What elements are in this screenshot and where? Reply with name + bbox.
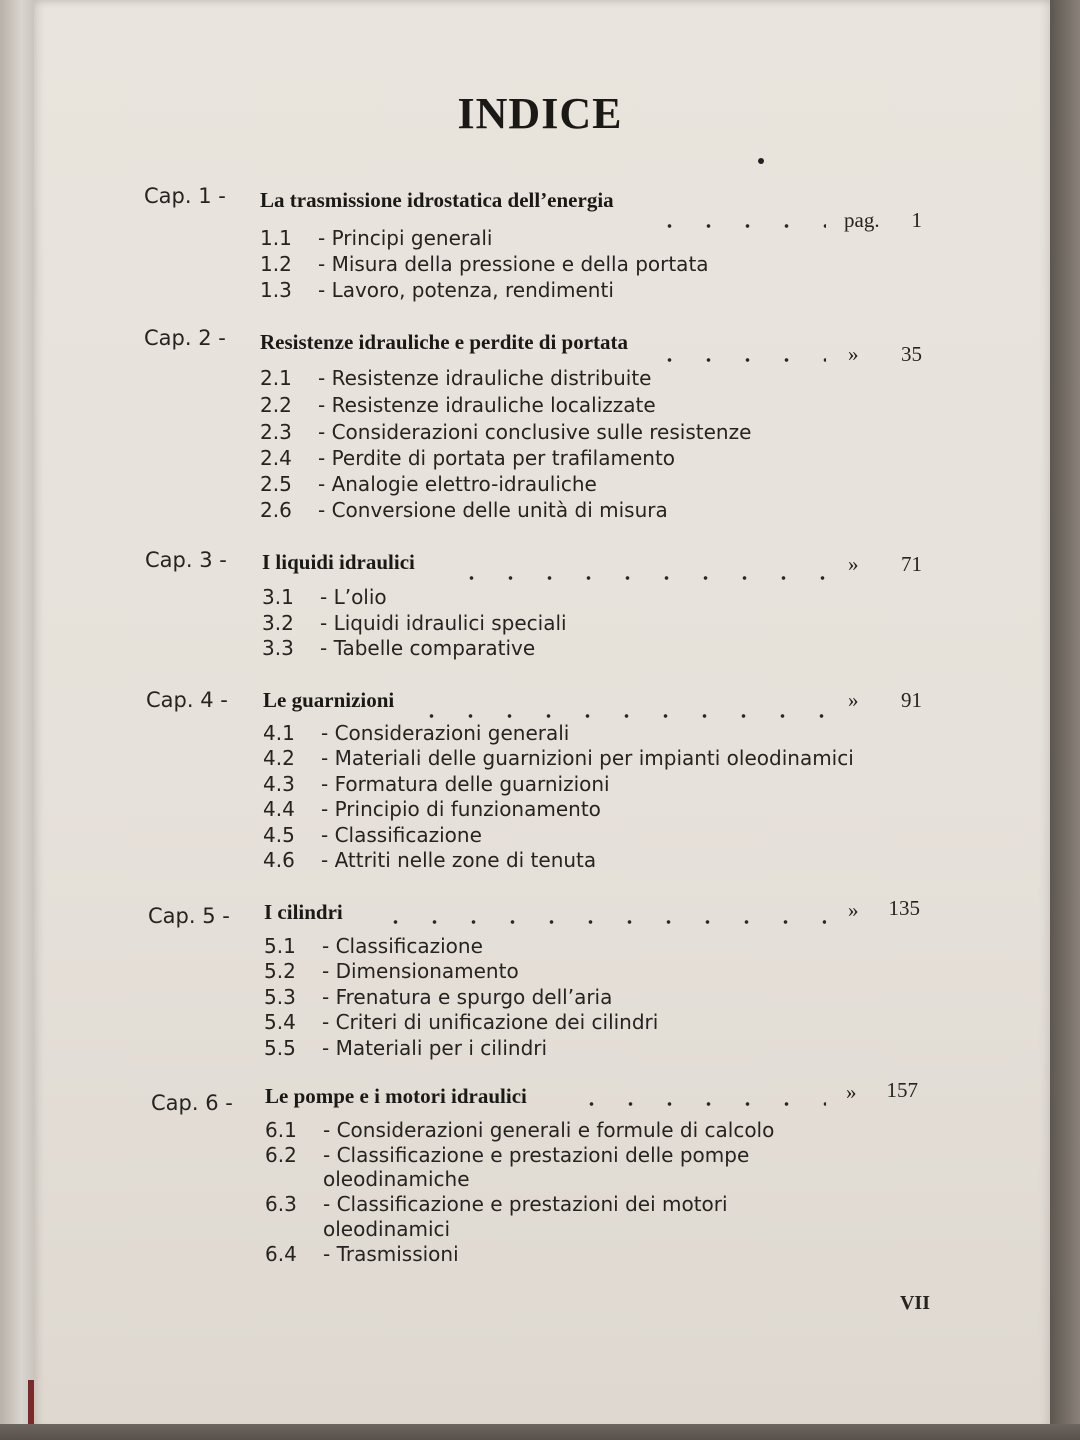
page-edge-shadow <box>1050 0 1080 1440</box>
chapter-title: I liquidi idraulici <box>262 550 415 574</box>
section-number: 1.3 <box>260 278 292 302</box>
printing-dot <box>758 158 764 164</box>
section-number: 4.2 <box>263 746 295 770</box>
chapter-label: Cap. 6 - <box>151 1091 233 1115</box>
section-number: 3.1 <box>262 585 294 609</box>
chapter-title: Resistenze idrauliche e perdite di portata <box>260 330 629 354</box>
section-number: 6.1 <box>265 1118 297 1142</box>
page-bottom-shadow <box>0 1424 1080 1440</box>
section-entry <box>263 797 601 821</box>
section-number: 2.4 <box>260 446 292 470</box>
section-title: - Resistenze idrauliche localizzate <box>318 393 656 417</box>
section-number: 4.6 <box>263 848 295 872</box>
section-number: 4.3 <box>263 772 295 796</box>
section-number: 6.4 <box>265 1242 297 1266</box>
chapter-title: Le guarnizioni <box>263 688 395 712</box>
section-entry <box>263 721 569 745</box>
page-number: 157 <box>886 1078 918 1102</box>
section-entry <box>262 611 567 635</box>
section-entry <box>263 772 610 796</box>
section-number: 5.2 <box>264 959 296 983</box>
dot-leader <box>572 1082 826 1106</box>
section-title: - Attriti nelle zone di tenuta <box>321 848 597 872</box>
section-title: oleodinamici <box>323 1217 451 1241</box>
section-entry <box>262 636 535 660</box>
section-number: 4.5 <box>263 823 295 847</box>
section-entry <box>260 446 675 470</box>
page-number: 1 <box>911 208 922 232</box>
section-entry <box>263 746 854 770</box>
section-title: - Materiali delle guarnizioni per impianti oleodinamici <box>321 746 854 770</box>
chapter-title: I cilindri <box>264 900 343 924</box>
section-entry <box>264 1010 658 1034</box>
chapter-title: La trasmissione idrostatica dell’energia <box>260 188 614 212</box>
section-title: - Materiali per i cilindri <box>322 1036 548 1060</box>
page-prefix: » <box>848 552 859 576</box>
section-title: - Misura della pressione e della portata <box>318 252 709 276</box>
section-entry <box>265 1118 774 1142</box>
section-entry <box>265 1242 459 1266</box>
section-number: 1.2 <box>260 252 292 276</box>
section-title: - Classificazione e prestazioni dei motori <box>323 1192 728 1216</box>
dot-leader <box>452 556 826 580</box>
section-entry <box>265 1143 749 1167</box>
section-title: - Resistenze idrauliche distribuite <box>318 366 652 390</box>
section-title: - Classificazione e prestazioni delle pompe <box>323 1143 750 1167</box>
section-title: - Formatura delle guarnizioni <box>321 772 610 796</box>
section-number: 3.3 <box>262 636 294 660</box>
section-entry <box>260 278 614 302</box>
section-entry <box>264 985 612 1009</box>
section-title: - Dimensionamento <box>322 959 519 983</box>
section-number: 2.6 <box>260 498 292 522</box>
page-prefix: » <box>848 898 859 922</box>
page-folio: VII <box>899 1292 930 1314</box>
dot-leader <box>412 694 826 718</box>
section-title: - Principio di funzionamento <box>321 797 601 821</box>
page-number: 35 <box>901 342 922 366</box>
page-title: INDICE <box>457 89 623 138</box>
section-entry <box>260 252 709 276</box>
section-entry <box>260 472 597 496</box>
section-title: oleodinamiche <box>323 1167 470 1191</box>
section-number: 5.1 <box>264 934 296 958</box>
section-entry <box>260 393 656 417</box>
section-title: - Frenatura e spurgo dell’aria <box>322 985 613 1009</box>
section-title: - Considerazioni generali e formule di calcolo <box>323 1118 775 1142</box>
section-number: 5.5 <box>264 1036 296 1060</box>
section-title: - Liquidi idraulici speciali <box>320 611 567 635</box>
chapter-label: Cap. 3 - <box>145 548 227 572</box>
page-prefix: pag. <box>844 208 880 232</box>
section-number: 4.1 <box>263 721 295 745</box>
section-entry <box>263 848 596 872</box>
section-title: - Considerazioni generali <box>321 721 570 745</box>
section-continuation <box>323 1167 470 1191</box>
chapter-label: Cap. 5 - <box>148 904 230 928</box>
page-prefix: » <box>846 1080 857 1104</box>
section-number: 6.3 <box>265 1192 297 1216</box>
section-number: 4.4 <box>263 797 295 821</box>
section-number: 2.2 <box>260 393 292 417</box>
section-continuation <box>323 1217 450 1241</box>
section-number: 5.3 <box>264 985 296 1009</box>
section-number: 1.1 <box>260 226 292 250</box>
section-number: 2.1 <box>260 366 292 390</box>
section-entry <box>265 1192 728 1216</box>
section-entry <box>264 934 483 958</box>
section-entry <box>260 420 751 444</box>
section-title: - Trasmissioni <box>323 1242 459 1266</box>
section-entry <box>264 1036 547 1060</box>
section-title: - Perdite di portata per trafilamento <box>318 446 676 470</box>
section-title: - Lavoro, potenza, rendimenti <box>318 278 614 302</box>
section-title: - L’olio <box>320 585 387 609</box>
dot-leader <box>650 338 826 362</box>
section-entry <box>262 585 387 609</box>
page-prefix: » <box>848 688 859 712</box>
page-prefix: » <box>848 342 859 366</box>
section-title: - Classificazione <box>321 823 482 847</box>
section-number: 2.3 <box>260 420 292 444</box>
book-cover-edge <box>0 0 36 1440</box>
page-number: 91 <box>901 688 922 712</box>
section-title: - Principi generali <box>318 226 493 250</box>
chapter-label: Cap. 2 - <box>144 326 226 350</box>
section-entry <box>260 498 668 522</box>
section-number: 3.2 <box>262 611 294 635</box>
section-title: - Analogie elettro-idrauliche <box>318 472 597 496</box>
chapter-label: Cap. 1 - <box>144 184 226 208</box>
section-title: - Conversione delle unità di misura <box>318 498 668 522</box>
section-entry <box>260 226 492 250</box>
page-number: 71 <box>901 552 922 576</box>
section-title: - Tabelle comparative <box>320 636 536 660</box>
chapter-title: Le pompe e i motori idraulici <box>265 1084 527 1108</box>
section-entry <box>264 959 519 983</box>
section-title: - Criteri di unificazione dei cilindri <box>322 1010 659 1034</box>
section-entry <box>260 366 651 390</box>
section-number: 6.2 <box>265 1143 297 1167</box>
section-entry <box>263 823 482 847</box>
chapter-label: Cap. 4 - <box>146 688 228 712</box>
section-title: - Considerazioni conclusive sulle resistenze <box>318 420 752 444</box>
dot-leader <box>650 204 826 228</box>
section-number: 2.5 <box>260 472 292 496</box>
dot-leader <box>376 900 826 924</box>
section-number: 5.4 <box>264 1010 296 1034</box>
section-title: - Classificazione <box>322 934 483 958</box>
page-number: 135 <box>888 896 920 920</box>
